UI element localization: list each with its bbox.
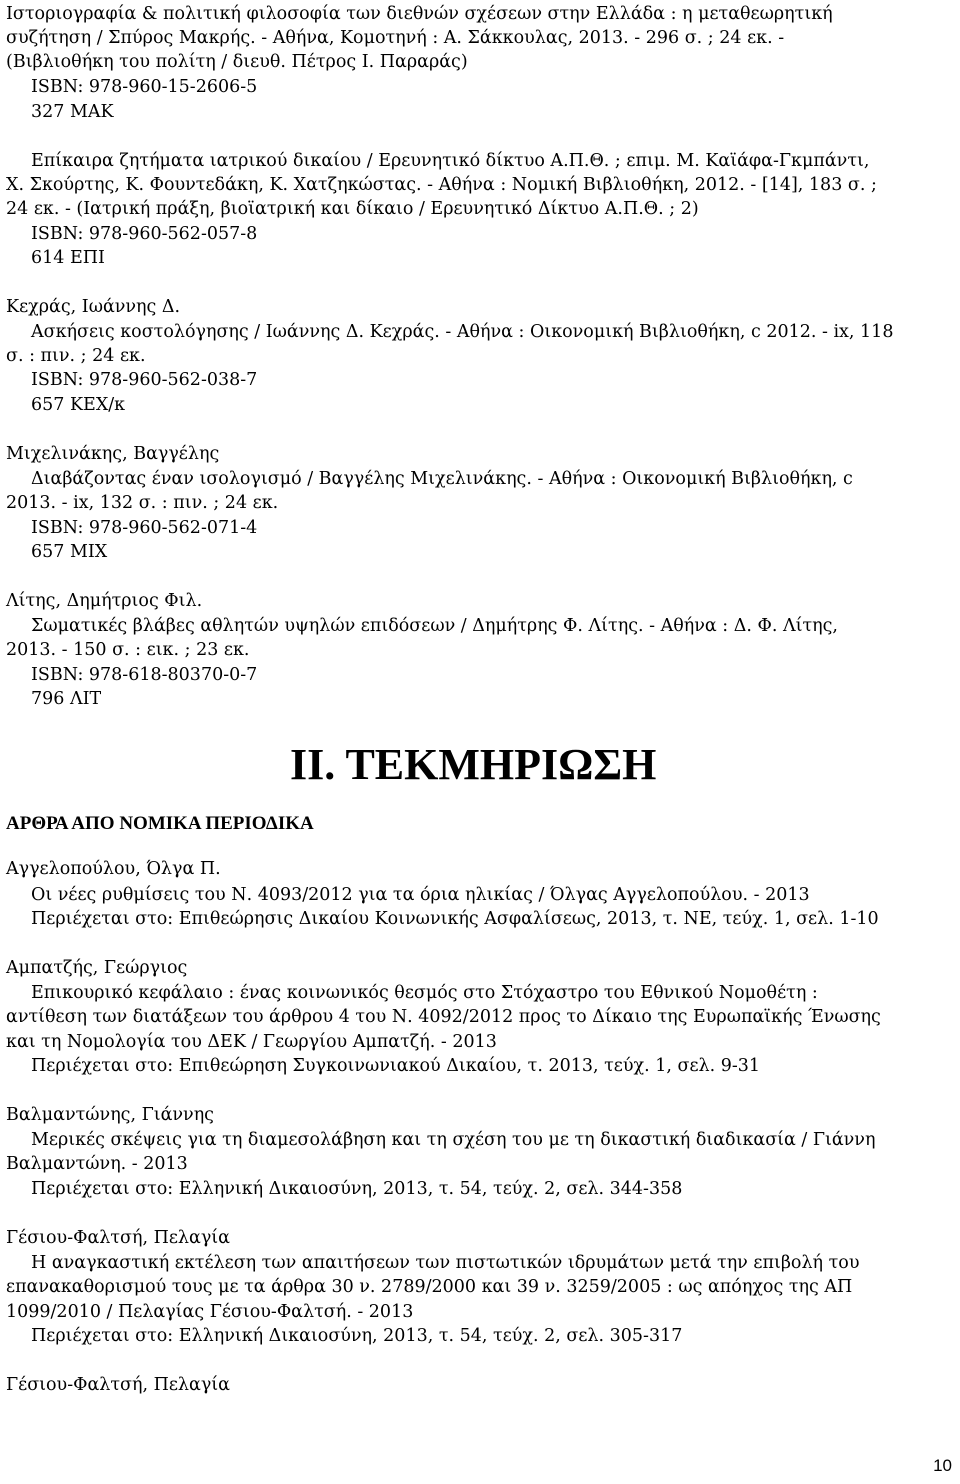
call-number: 657 ΜΙΧ: [31, 542, 108, 562]
entry-text: επανακαθορισμού τους με τα άρθρα 30 ν. 2789/2000 και 39 ν. 3259/2005 : ως απόηχος της ΑΠ: [6, 1277, 853, 1297]
entry-author: Κεχράς, Ιωάννης Δ.: [6, 297, 181, 317]
entry-source: Περιέχεται στο: Ελληνική Δικαιοσύνη, 2013, τ. 54, τεύχ. 2, σελ. 344-358: [31, 1179, 683, 1199]
entry-text: Ιστοριογραφία & πολιτική φιλοσοφία των διεθνών σχέσεων στην Ελλάδα : η μεταθεωρητική: [6, 4, 833, 24]
entry-text: 2013. - ix, 132 σ. : πιν. ; 24 εκ.: [6, 493, 279, 513]
entry-source: Περιέχεται στο: Επιθεώρησις Δικαίου Κοινωνικής Ασφαλίσεως, 2013, τ. ΝΕ, τεύχ. 1, σελ. 1-10: [31, 909, 879, 929]
isbn: ISBN: 978-960-562-057-8: [31, 224, 258, 244]
page-number: 10: [933, 1456, 952, 1475]
entry-author: Αμπατζής, Γεώργιος: [6, 958, 188, 978]
entry-title: Οι νέες ρυθμίσεις του Ν. 4093/2012 για τα όρια ηλικίας / Όλγας Αγγελοπούλου. - 2013: [31, 885, 810, 905]
entry-author: Βαλμαντώνης, Γιάννης: [6, 1105, 214, 1125]
entry-source: Περιέχεται στο: Επιθεώρηση Συγκοινωνιακού Δικαίου, τ. 2013, τεύχ. 1, σελ. 9-31: [31, 1056, 761, 1076]
call-number: 327 ΜΑΚ: [31, 102, 114, 122]
entry-title: Σωματικές βλάβες αθλητών υψηλών επιδόσεων / Δημήτρης Φ. Λίτης. - Αθήνα : Δ. Φ. Λίτης,: [31, 616, 838, 636]
entry-text: Χ. Σκούρτης, Κ. Φουντεδάκη, Κ. Χατζηκώστας. - Αθήνα : Νομική Βιβλιοθήκη, 2012. - [14], 183 σ. ;: [6, 175, 877, 195]
entry-author: Αγγελοπούλου, Όλγα Π.: [6, 859, 221, 879]
entry-text: (Βιβλιοθήκη του πολίτη / διευθ. Πέτρος Ι. Παραράς): [6, 52, 468, 72]
entry-text: αντίθεση των διατάξεων του άρθρου 4 του Ν. 4092/2012 προς το Δίκαιο της Ευρωπαϊκής Ένωσης: [6, 1007, 881, 1027]
entry-title: Επίκαιρα ζητήματα ιατρικού δικαίου / Ερευνητικό δίκτυο Α.Π.Θ. ; επιμ. Μ. Καϊάφα-Γκμπάντι,: [31, 151, 870, 171]
entry-title: Η αναγκαστική εκτέλεση των απαιτήσεων των πιστωτικών ιδρυμάτων μετά την επιβολή του: [31, 1253, 860, 1273]
call-number: 657 ΚΕΧ/κ: [31, 395, 126, 415]
entry-text: 1099/2010 / Πελαγίας Γέσιου-Φαλτσή. - 2013: [6, 1302, 414, 1322]
sub-heading: ΑΡΘΡΑ ΑΠΟ ΝΟΜΙΚΑ ΠΕΡΙΟΔΙΚΑ: [6, 813, 314, 834]
entry-text: Βαλμαντώνη. - 2013: [6, 1154, 188, 1174]
section-heading: ΙΙ. ΤΕΚΜΗΡΙΩΣΗ: [290, 740, 657, 789]
entry-text: συζήτηση / Σπύρος Μακρής. - Αθήνα, Κομοτηνή : Α. Σάκκουλας, 2013. - 296 σ. ; 24 εκ. -: [6, 28, 785, 48]
entry-title: Διαβάζοντας έναν ισολογισμό / Βαγγέλης Μιχελινάκης. - Αθήνα : Οικονομική Βιβλιοθήκη, c: [31, 469, 853, 489]
entry-text: 24 εκ. - (Ιατρική πράξη, βιοϊατρική και δίκαιο / Ερευνητικό Δίκτυο Α.Π.Θ. ; 2): [6, 199, 699, 219]
isbn: ISBN: 978-960-15-2606-5: [31, 77, 258, 97]
isbn: ISBN: 978-960-562-071-4: [31, 518, 258, 538]
entry-author: Γέσιου-Φαλτσή, Πελαγία: [6, 1375, 230, 1395]
isbn: ISBN: 978-960-562-038-7: [31, 370, 258, 390]
isbn: ISBN: 978-618-80370-0-7: [31, 665, 258, 685]
entry-source: Περιέχεται στο: Ελληνική Δικαιοσύνη, 2013, τ. 54, τεύχ. 2, σελ. 305-317: [31, 1326, 683, 1346]
entry-author: Μιχελινάκης, Βαγγέλης: [6, 444, 220, 464]
entry-text: και τη Νομολογία του ΔΕΚ / Γεωργίου Αμπατζή. - 2013: [6, 1032, 497, 1052]
call-number: 614 ΕΠΙ: [31, 248, 105, 268]
entry-author: Λίτης, Δημήτριος Φιλ.: [6, 591, 203, 611]
entry-title: Μερικές σκέψεις για τη διαμεσολάβηση και τη σχέση του με τη δικαστική διαδικασία / Γιάννη: [31, 1130, 876, 1150]
entry-text: 2013. - 150 σ. : εικ. ; 23 εκ.: [6, 640, 250, 660]
entry-text: σ. : πιν. ; 24 εκ.: [6, 346, 146, 366]
call-number: 796 ΛΙΤ: [31, 689, 102, 709]
entry-author: Γέσιου-Φαλτσή, Πελαγία: [6, 1228, 230, 1248]
entry-title: Επικουρικό κεφάλαιο : ένας κοινωνικός θεσμός στο Στόχαστρο του Εθνικού Νομοθέτη :: [31, 983, 818, 1003]
entry-title: Ασκήσεις κοστολόγησης / Ιωάννης Δ. Κεχράς. - Αθήνα : Οικονομική Βιβλιοθήκη, c 2012. - ix, 118: [31, 322, 894, 342]
